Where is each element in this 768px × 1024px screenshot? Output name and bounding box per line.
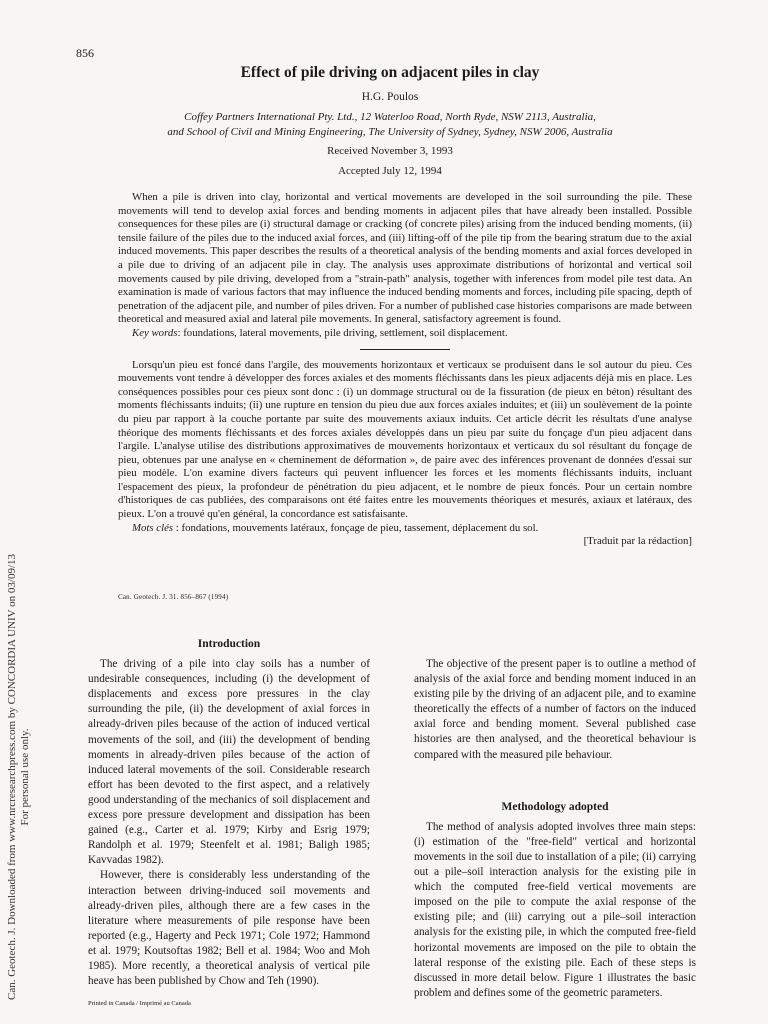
- abstract-divider: [360, 349, 450, 350]
- right-column: [414, 637, 696, 1001]
- received-date: Received November 3, 1993: [327, 145, 453, 157]
- abstract-french: Lorsqu'un pieu est foncé dans l'argile, des mouvements horizontaux et verticaux se produisent dans le sol autour du pieu. Ces mouvements vont tendre à développer des forces axiales et des moments fléchissants dans les pieux adjacents déjà mis en place. Les conséquences possibles pour ces pieux sont donc : (i) un dommage structural ou de la fissuration (de pieux en béton) résultant des moments fléchissants induits; (ii) une rupture en tension du pieu due aux forces axiales induites; et (iii) un soulèvement de la pointe du pieu par rapport à la couche portante par suite des mouvements axiaux induits. Cet article décrit les résultats d'une analyse théorique des moments fléchissants et des forces axiales développés dans un pieu par suite du fonçage d'un pieu adjacent dans l'argile. L'analyse utilise des distributions approximatives de mouvements horizontaux et verticaux du sol résultant du fonçage de pieu, obtenues par une analyse en « cheminement de déformation », de paire avec des inférences provenant de données d'essai sur pieu modèle. L'on examine divers facteurs qui peuvent influencer les forces et les moments fléchissants induits, incluant l'espacement des pieux, la profondeur de pénétration du pieu adjacent, et le nombre de pieux foncés. Pour un certain nombre d'historiques de cas publiées, des comparaisons ont été faites entre les mouvements théoriques et mesurés, axiaux et latéraux, des pieux. L'on a trouvé qu'en général, la concordance est satisfaisante.: [118, 358, 692, 521]
- introduction-heading: Introduction: [197, 638, 261, 650]
- objective-paragraph: The objective of the present paper is to outline a method of analysis of the axial force and bending moment induced in an existing pile by the driving of an adjacent pile, and to examine theoretically the effects of a number of factors on the induced axial force and bending moment. Several published case histories are then analysed, and the theoretical behaviour is compared with the measured pile behaviour.: [414, 658, 696, 761]
- article-title: Effect of pile driving on adjacent piles in clay: [240, 64, 540, 81]
- printed-in-note: Printed in Canada / Imprimé au Canada: [88, 1000, 191, 1007]
- affiliation-line-1: Coffey Partners International Pty. Ltd., 12 Waterloo Road, North Ryde, NSW 2113, Australia,: [184, 111, 596, 123]
- download-watermark-line-2: For personal use only.: [19, 728, 31, 826]
- introduction-paragraph-1: The driving of a pile into clay soils has a number of undesirable consequences, including (i) the development of displacements and excess pore pressures in the clay surrounding the pile, (ii) the development of axial forces in already-driven piles because of the action of induced vertical movements of the soil, and (iii) the development of bending moments in already-driven piles because of the action of induced lateral movements of the soil. Considerable research effort has been devoted to the first aspect, and a relatively good understanding of the mechanics of soil displacement and excess pore pressure development and dissipation has been gained (e.g., Carter et al. 1979; Kirby and Esrig 1979; Randolph et al. 1979; Steenfelt et al. 1981; Baligh 1985; Kavvadas 1982).: [88, 658, 370, 867]
- keywords-label: Key words: [132, 326, 178, 339]
- keywords-text-fr: : fondations, mouvements latéraux, fonçage de pieu, tassement, déplacement du sol.: [173, 521, 539, 534]
- keywords-label-fr: Mots clés: [132, 521, 174, 534]
- keywords-english: [118, 327, 692, 341]
- abstract-block: [118, 191, 692, 549]
- left-column: [88, 637, 370, 989]
- journal-citation: Can. Geotech. J. 31. 856–867 (1994): [118, 593, 229, 601]
- abstract-english: When a pile is driven into clay, horizontal and vertical movements are developed in the soil surrounding the pile. These movements will tend to develop axial forces and bending moments in adjacent piles that have already been installed. Possible consequences for these piles are (i) structural damage or cracking (of concrete piles) arising from the induced bending moments, (ii) tensile failure of the piles due to the induced axial forces, and (iii) lifting-off of the pile tip from the bearing stratum due to the axial induced movements. This paper describes the results of a theoretical analysis of the bending moments and axial forces developed in a pile due to driving of an adjacent pile in clay. The analysis uses approximate distributions of horizontal and vertical soil movements caused by pile driving, developed from a "strain-path" analysis, together with inferences from model pile test data. An examination is made of various factors that may influence the induced bending moments and forces, including pile spacing, depth of penetration of the adjacent pile, and number of piles driven. For a number of published case histories comparisons are made between theoretical and measured axial and lateral pile movements. In general, satisfactory agreement is found.: [118, 191, 692, 326]
- section-spacer: [414, 763, 696, 800]
- methodology-paragraph: The method of analysis adopted involves three main steps: (i) estimation of the "free-field" vertical and horizontal movements in the soil due to installation of a pile; (ii) carrying out a pile–soil interaction analysis for the existing pile in which the computed free-field vertical movements are imposed on the pile to compute the axial response of the existing pile; and (iii) carrying out a pile–soil interaction analysis for the existing pile, in which the computed free-field horizontal movements are imposed on the pile to obtain the lateral response of the existing pile. Each of these steps is discussed in more detail below. Figure 1 illustrates the basic problem and defines some of the geometric parameters.: [414, 820, 696, 999]
- translation-note: [Traduit par la rédaction]: [583, 535, 692, 548]
- accepted-date: Accepted July 12, 1994: [338, 165, 442, 177]
- download-watermark-line-1: Can. Geotech. J. Downloaded from www.nrcresearchpress.com by CONCORDIA UNIV on 03/09/13: [6, 553, 18, 1000]
- methodology-heading: Methodology adopted: [501, 800, 609, 813]
- affiliation-line-2: and School of Civil and Mining Engineering, The University of Sydney, Sydney, NSW 2006, Australia: [167, 126, 613, 138]
- keywords-text: : foundations, lateral movements, pile driving, settlement, soil displacement.: [177, 326, 508, 339]
- article-header: [110, 64, 670, 180]
- introduction-paragraph-2: However, there is considerably less understanding of the interaction between driving-induced soil movements and already-driven piles, although there are a few cases in the literature where measurements of pile response have been reported (e.g., Hagerty and Peck 1971; Cole 1972; Hammond et al. 1979; Koutsoftas 1982; Bell et al. 1984; Woo and Moh 1985). More recently, a theoretical analysis of vertical pile heave has been published by Chow and Teh (1990).: [88, 869, 370, 988]
- keywords-french: [118, 522, 692, 536]
- author-name: H.G. Poulos: [361, 91, 419, 103]
- page-number: 856: [76, 46, 94, 60]
- download-watermark: [6, 554, 32, 1000]
